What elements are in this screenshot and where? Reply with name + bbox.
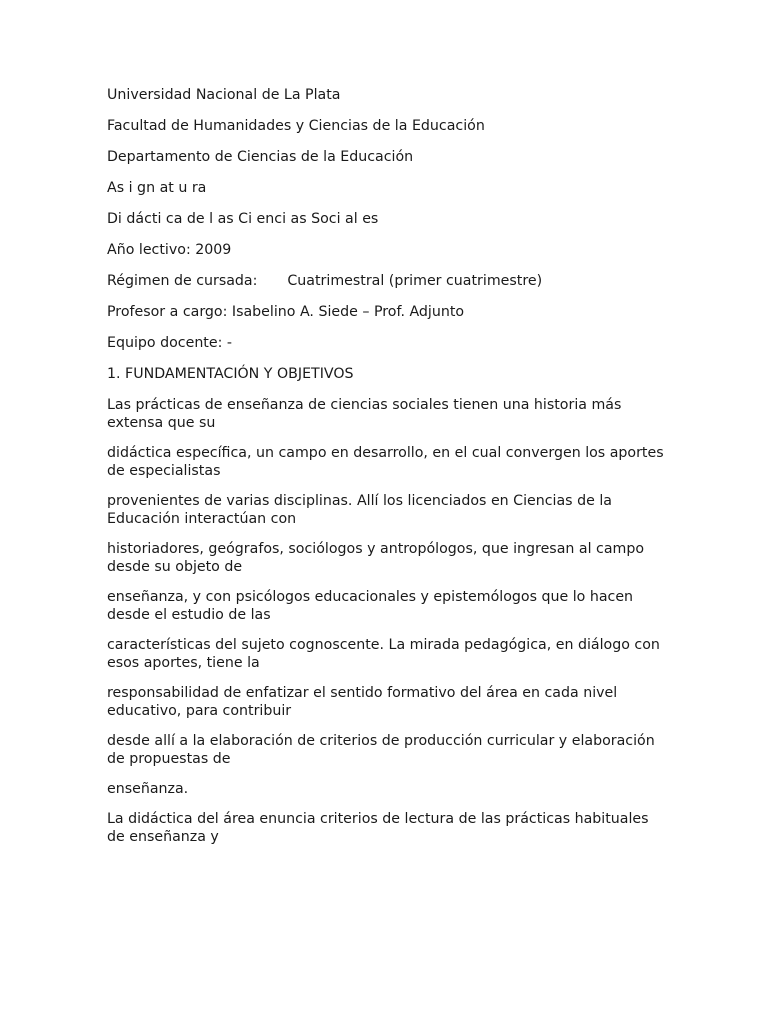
university-name: Universidad Nacional de La Plata [107, 87, 341, 103]
teaching-team: Equipo docente: - [107, 335, 233, 351]
section-heading: 1. FUNDAMENTACIÓN Y OBJETIVOS [107, 366, 354, 382]
paragraph: Las prácticas de enseñanza de ciencias sociales tienen una historia más extensa que su [107, 397, 622, 431]
paragraph: enseñanza. [107, 781, 189, 797]
course-regime [107, 272, 667, 291]
paragraph: didáctica específica, un campo en desarrollo, en el cual convergen los aportes de especialistas [107, 445, 664, 479]
document-page [107, 86, 667, 858]
paragraph: La didáctica del área enuncia criterios de lectura de las prácticas habituales de enseñanza y [107, 811, 649, 845]
paragraph: provenientes de varias disciplinas. Allí los licenciados en Ciencias de la Educación interactúan con [107, 493, 612, 527]
paragraph: enseñanza, y con psicólogos educacionales y epistemólogos que lo hacen desde el estudio de las [107, 589, 634, 623]
paragraph: historiadores, geógrafos, sociólogos y antropólogos, que ingresan al campo desde su objeto de [107, 541, 645, 575]
academic-year: Año lectivo: 2009 [107, 242, 232, 258]
subject-name: Di dácti ca de l as Ci enci as Soci al es [107, 211, 379, 227]
paragraph: características del sujeto cognoscente. La mirada pedagógica, en diálogo con esos aportes, tiene la [107, 637, 660, 671]
department-name: Departamento de Ciencias de la Educación [107, 149, 414, 165]
regime-label: Régimen de cursada: [107, 273, 258, 289]
professor-in-charge: Profesor a cargo: Isabelino A. Siede – Prof. Adjunto [107, 304, 465, 320]
paragraph: responsabilidad de enfatizar el sentido formativo del área en cada nivel educativo, para contribuir [107, 685, 618, 719]
regime-value: Cuatrimestral (primer cuatrimestre) [287, 273, 543, 289]
faculty-name: Facultad de Humanidades y Ciencias de la Educación [107, 118, 485, 134]
paragraph: desde allí a la elaboración de criterios de producción curricular y elaboración de propuestas de [107, 733, 655, 767]
subject-label: As i gn at u ra [107, 180, 207, 196]
